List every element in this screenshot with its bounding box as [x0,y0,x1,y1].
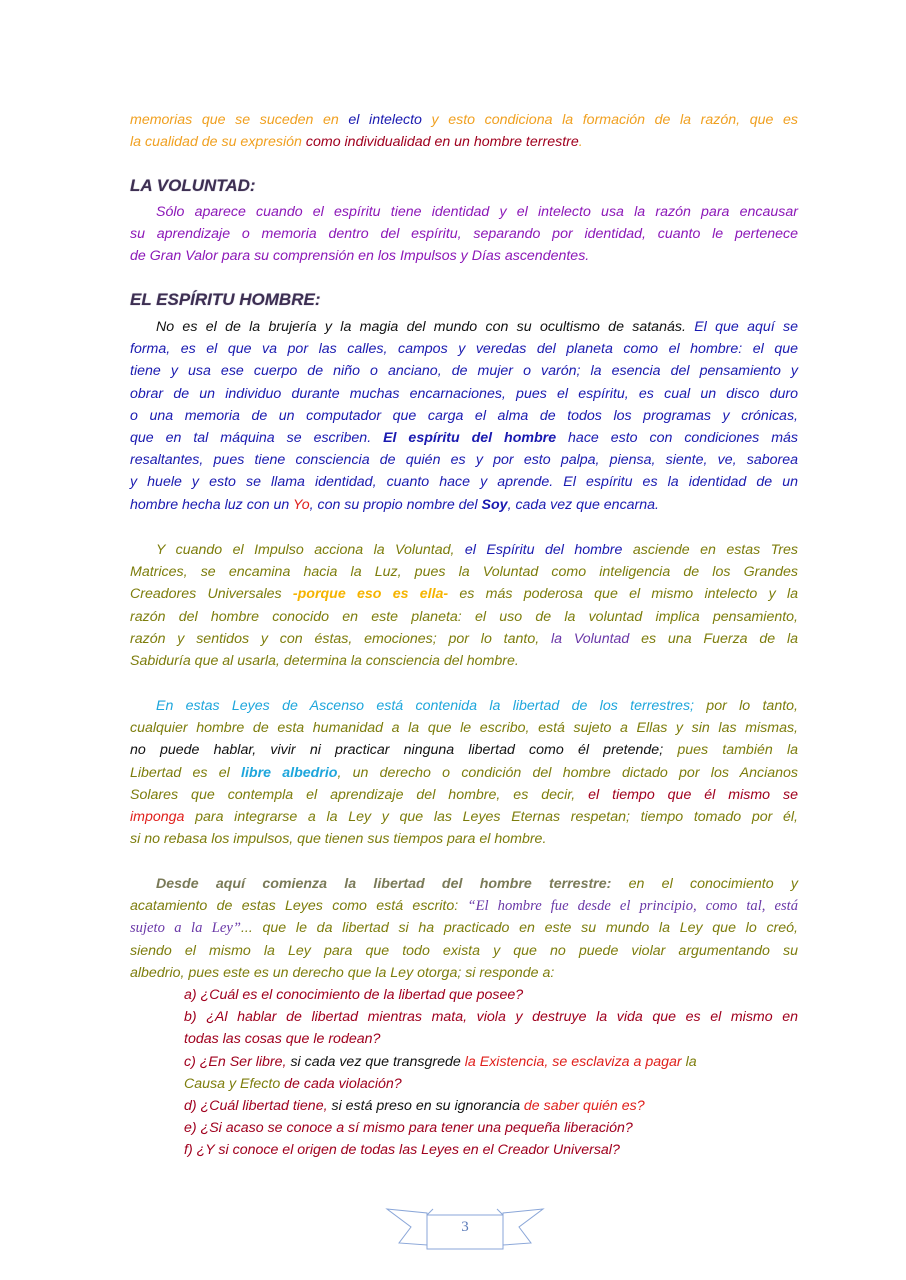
heading-espiritu-hombre: EL ESPÍRITU HOMBRE: [130,290,321,309]
text-line [130,628,798,650]
paragraph-espiritu [130,316,798,516]
text-run: forma, es el que va por las calles, campos y veredas del planeta como el hombre: el que [130,341,798,358]
text-run: la Voluntad [550,630,630,647]
text-run: de saber quién es? [523,1097,645,1114]
text-run: c) ¿En Ser libre, [184,1053,287,1070]
text-run: y huele y esto se llama identidad, cuanto hace y aprende. El espíritu es la identidad de un [130,474,798,491]
text-run: todas las cosas que le rodean? [184,1031,381,1048]
paragraph-voluntad [130,201,798,268]
text-line [130,762,798,784]
text-run: en el conocimiento y [611,876,798,892]
text-run: , cada vez que encarna. [507,496,659,513]
text-line [130,449,798,471]
text-run: por lo tanto, [693,698,798,714]
paragraph-intro [130,109,798,153]
text-run: la Existencia, se esclaviza a pagar [464,1053,686,1070]
text-line [130,784,798,806]
text-run: albedrio, pues este es un derecho que la Ley otorga; si responde a: [130,964,555,981]
text-run: Yo [293,496,310,513]
text-run: imponga [130,808,185,825]
text-line [130,717,798,739]
page-number: 3 [461,1219,469,1235]
text-line [130,583,798,605]
page-number-ribbon [385,1205,545,1253]
text-line [130,561,798,583]
text-line [130,316,798,338]
text-run: tiene y usa ese cuerpo de niño o anciano, de mujer o varón; la esencia del pensamiento y [130,363,798,380]
text-run: el Espíritu del hombre [464,542,623,558]
text-line [130,245,798,267]
paragraph-leyes-ascenso [130,695,798,850]
text-run: Solares que contempla el aprendizaje del hombre, es decir, [130,786,589,803]
text-line [130,917,798,939]
text-run: memorias que se suceden en [130,112,349,128]
text-line [130,109,798,131]
text-line [130,427,798,449]
list-item-line [130,1117,798,1139]
text-run: si no rebasa los impulsos, que tienen sus tiempos para el hombre. [130,831,547,848]
text-run: es más poderosa que el mismo intelecto y la [448,586,798,603]
text-run: cualquier hombre de esta humanidad a la que le escribo, está sujeto a Ellas y sin las mismas, [130,720,798,737]
text-line [130,606,798,628]
text-run: Creadores Universales [130,586,293,603]
text-run: o una memoria de un computador que carga el alma de todos los programas y crónicas, [130,407,798,424]
text-line [130,405,798,427]
text-run: como individualidad en un hombre terrestre [305,134,579,151]
text-run: razón del hombre conocido en este planeta: el uso de la voluntad implica pensamiento, [130,608,798,625]
text-run: “El hombre fue desde el principio, como tal, está [467,898,798,915]
text-run: Sabiduría que al usarla, determina la consciencia del hombre. [130,652,519,669]
text-run: la cualidad de su expresión [130,134,306,151]
text-line [130,201,798,223]
heading-la-voluntad: LA VOLUNTAD: [130,176,256,195]
text-run: Matrices, se encamina hacia la Luz, pues la Voluntad como inteligencia de los Grandes [130,564,798,581]
text-run: Desde aquí comienza la libertad del hombre terrestre: [156,876,612,892]
text-run: El que aquí se [694,319,798,335]
text-line [130,828,798,850]
text-line [130,539,798,561]
text-line [130,695,798,717]
text-line [130,895,798,917]
text-run: , con su propio nombre del [309,496,482,513]
text-run: No es el de la brujería y la magia del mundo con su ocultismo de satanás. [156,319,695,335]
text-run: es una Fuerza de la [629,630,799,647]
text-line [130,650,798,672]
text-run: Soy [481,496,508,513]
text-run: a) ¿Cuál es el conocimiento de la libertad que posee? [184,987,524,1003]
text-run: hace esto con condiciones más [556,429,798,446]
text-run: -porque eso es ella- [292,586,449,603]
list-item-line [130,1073,798,1095]
text-line [130,338,798,360]
text-line [130,383,798,405]
text-run: d) ¿Cuál libertad tiene, [184,1097,328,1114]
paragraph-libertad [130,873,798,984]
text-run: para integrarse a la Ley y que las Leyes Eternas respetan; tiempo tomado por él, [184,808,798,825]
text-run: si cada vez que transgrede [286,1053,465,1070]
text-run: Sólo aparece cuando el espíritu tiene identidad y el intelecto usa la razón para encausar [156,204,798,220]
text-run: que en tal máquina se escriben. [130,429,384,446]
text-run: Causa y Efecto [184,1075,281,1092]
text-line [130,131,798,153]
text-line [130,471,798,493]
question-list [130,984,798,1162]
text-run: . [578,134,583,151]
text-run: hombre hecha luz con un [130,496,294,513]
text-line [130,360,798,382]
text-run: y esto condiciona la formación de la razón, que es [421,112,798,128]
text-run: Y cuando el Impulso acciona la Voluntad, [156,542,465,558]
list-item-line [130,1095,798,1117]
text-run: sujeto a la Ley” [130,920,241,937]
text-run: pues también la [677,742,798,759]
list-item-line [130,984,798,1006]
text-line [130,962,798,984]
text-line [130,873,798,895]
text-run: Libertad es el [130,764,242,781]
text-run: el intelecto [348,112,422,128]
text-run: el tiempo que él mismo se [588,786,799,803]
text-run: obrar de un individuo durante muchas encarnaciones, pues el espíritu, es cual un disco duro [130,385,798,402]
text-line [130,940,798,962]
text-run: f) ¿Y si conoce el origen de todas las Leyes en el Creador Universal? [184,1142,620,1159]
list-item-line [130,1028,798,1050]
text-run: siendo el mismo la Ley para que todo exista y que no puede violar argumentando su [130,942,798,959]
text-run: de cada violación? [280,1075,402,1092]
text-run: de Gran Valor para su comprensión en los Impulsos y Días ascendentes. [130,248,590,265]
paragraph-impulso [130,539,798,672]
list-item-line [130,1051,798,1073]
text-line [130,739,798,761]
text-run: resaltantes, pues tiene consciencia de quién es y por esto palpa, piensa, siente, ve, saborea [130,452,798,469]
text-line [130,223,798,245]
list-item-line [130,1139,798,1161]
text-run: En estas Leyes de Ascenso está contenida la libertad de los terrestres; [156,698,694,714]
list-item-line [130,1006,798,1028]
text-run: e) ¿Si acaso se conoce a sí mismo para tener una pequeña liberación? [184,1120,633,1137]
text-run: libre albedrio [241,764,338,781]
text-run: razón y sentidos y con éstas, emociones; por lo tanto, [130,630,551,647]
text-run: si está preso en su ignorancia [327,1097,524,1114]
text-run: , un derecho o condición del hombre dictado por los Ancianos [337,764,799,781]
text-run: su aprendizaje o memoria dentro del espíritu, separando por identidad, cuanto le pertenece [130,226,798,243]
text-run: ... que le da libertad si ha practicado en este su mundo la Ley que lo creó, [240,920,798,937]
text-line [130,494,798,516]
text-run: acatamiento de estas Leyes como está escrito: [130,898,468,915]
text-run: asciende en estas Tres [622,542,798,558]
text-line [130,806,798,828]
text-run: no puede hablar, vivir ni practicar ninguna libertad como él pretende; [130,742,678,759]
text-run: El espíritu del hombre [383,429,557,446]
text-run: la [685,1053,697,1070]
text-run: b) ¿Al hablar de libertad mientras mata, viola y destruye la vida que es el mismo en [184,1009,798,1026]
